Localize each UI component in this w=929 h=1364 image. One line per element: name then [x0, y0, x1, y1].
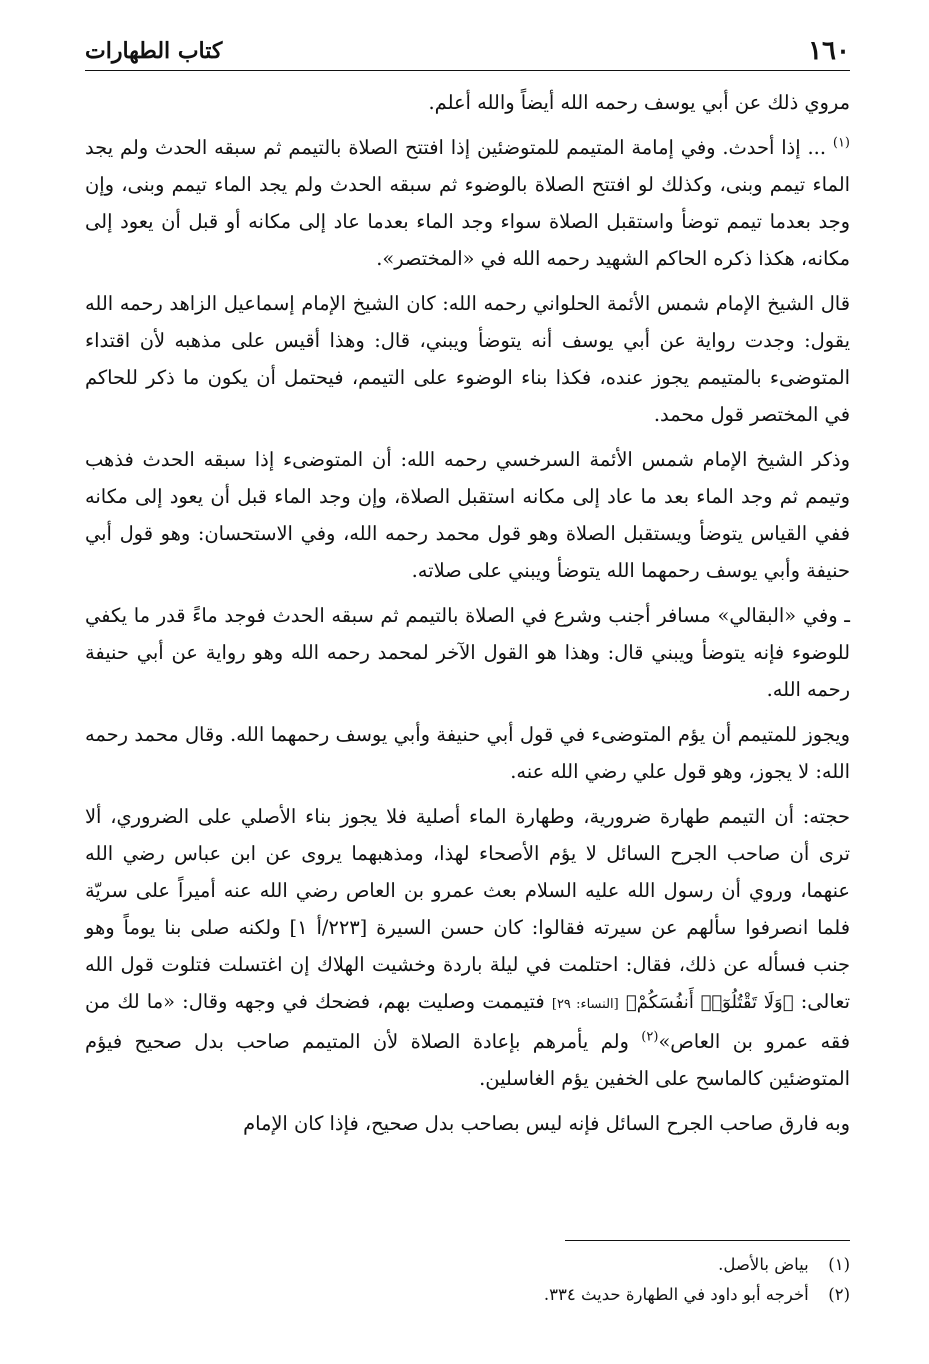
footnote-text: بياض بالأصل.: [718, 1255, 809, 1274]
paragraph-7-text-b: فتيممت وصليت بهم، فضحك في وجهه وقال: «ما لك من فقه عمرو بن العاص»: [85, 990, 850, 1053]
paragraph-2-text: ... إذا أحدث. وفي إمامة المتيمم للمتوضئين إذا افتتح الصلاة بالتيمم ثم سبقه الحدث ولم يجد الماء تيمم وبنى، وكذلك لو افتتح الصلاة بالوضوء ثم سبقه الحدث ولم يجد الماء تيمم وبنى، وإن وجد بعدما تيمم توضأ واستقبل الصلاة سواء وجد الماء بعدما عاد إلى مكانه أو قبل أن يعود إلى مكانه، هكذا ذكره الحاكم الشهيد رحمه الله في «المختصر».: [85, 136, 850, 270]
footnote-ref-2: (٢): [641, 1029, 659, 1045]
paragraph-2: [85, 129, 850, 277]
footnote-ref-1: (١): [832, 135, 850, 151]
paragraph-3: قال الشيخ الإمام شمس الأئمة الحلواني رحمه الله: كان الشيخ الإمام إسماعيل الزاهد رحمه الله يقول: وجدت رواية عن أبي يوسف أنه يتوضأ ويبني، قال: وهذا أقيس على مذهبه لأن اقتداء المتوضىء بالمتيمم يجوز عنده، فكذا بناء الوضوء على التيمم، فيحتمل أن يكون ما ذكر للحاكم في المختصر قول محمد.: [85, 292, 850, 426]
paragraph-8: وبه فارق صاحب الجرح السائل فإنه ليس بصاحب بدل صحيح، فإذا كان الإمام: [243, 1112, 850, 1135]
footnote-2: [85, 1280, 850, 1310]
footnote-number: (٢): [828, 1285, 850, 1304]
quran-verse: ﴿وَلَا تَقْتُلُوٓا۟ أَنفُسَكُمْ﴾: [625, 992, 794, 1013]
paragraph-5: ـ وفي «البقالي» مسافر أجنب وشرع في الصلاة بالتيمم ثم سبقه الحدث فوجد ماءً قدر ما يكفي للوضوء فإنه يتوضأ ويبني قال: وهذا هو القول الآخر لمحمد رحمه الله وهو رواية عن أبي حنيفة رحمه الله.: [85, 604, 850, 701]
paragraph-6: ويجوز للمتيمم أن يؤم المتوضىء في قول أبي حنيفة وأبي يوسف رحمهما الله. وقال محمد رحمه الله: لا يجوز، وهو قول علي رضي الله عنه.: [85, 723, 850, 783]
book-title: كتاب الطهارات: [85, 38, 223, 64]
quran-citation: [النساء: ٢٩]: [551, 997, 619, 1012]
footnotes: [85, 1250, 850, 1310]
footnote-divider: [565, 1240, 850, 1241]
paragraph-7-text-c: ولم يأمرهم بإعادة الصلاة لأن المتيمم صاحب بدل صحيح فيؤم المتوضئين كالماسح على الخفين يؤم الغاسلين.: [85, 1030, 850, 1090]
page-number: ١٦٠: [808, 36, 850, 66]
footnote-number: (١): [828, 1255, 850, 1274]
body-text: [85, 84, 850, 1150]
running-header: [85, 30, 850, 71]
footnote-1: [85, 1250, 850, 1280]
footnote-text: أخرجه أبو داود في الطهارة حديث ٣٣٤.: [543, 1285, 809, 1304]
paragraph-4: وذكر الشيخ الإمام شمس الأئمة السرخسي رحمه الله: أن المتوضىء إذا سبقه الحدث فذهب وتيمم ثم وجد الماء بعد ما عاد إلى مكانه استقبل الصلاة، وإن وجد الماء قبل أن يعود إلى مكانه ففي القياس يتوضأ ويستقبل الصلاة وهو قول محمد رحمه الله، وفي الاستحسان: وهو قول أبي حنيفة وأبي يوسف رحمهما الله يتوضأ ويبني على صلاته.: [85, 448, 850, 582]
paragraph-7: [85, 798, 850, 1097]
paragraph-1: مروي ذلك عن أبي يوسف رحمه الله أيضاً والله أعلم.: [428, 91, 850, 114]
paragraph-7-text-a: حجته: أن التيمم طهارة ضرورية، وطهارة الماء أصلية فلا يجوز بناء الأصلي على الضروري، ألا ترى أن صاحب الجرح السائل لا يؤم الأصحاء لهذا، ومذهبهما يروى عن ابن عباس رضي الله عنهما، وروي أن رسول الله عليه السلام بعث عمرو بن العاص رضي الله عنه أميراً على سريّة فلما انصرفوا سألهم عن سيرته فقالوا: كان حسن السيرة [٢٢٣/أ ١] ولكنه صلى بنا يوماً وهو جنب فسأله عن ذلك، فقال: احتلمت في ليلة باردة وخشيت الهلاك إن اغتسلت فتلوت قول الله تعالى:: [85, 805, 850, 1013]
